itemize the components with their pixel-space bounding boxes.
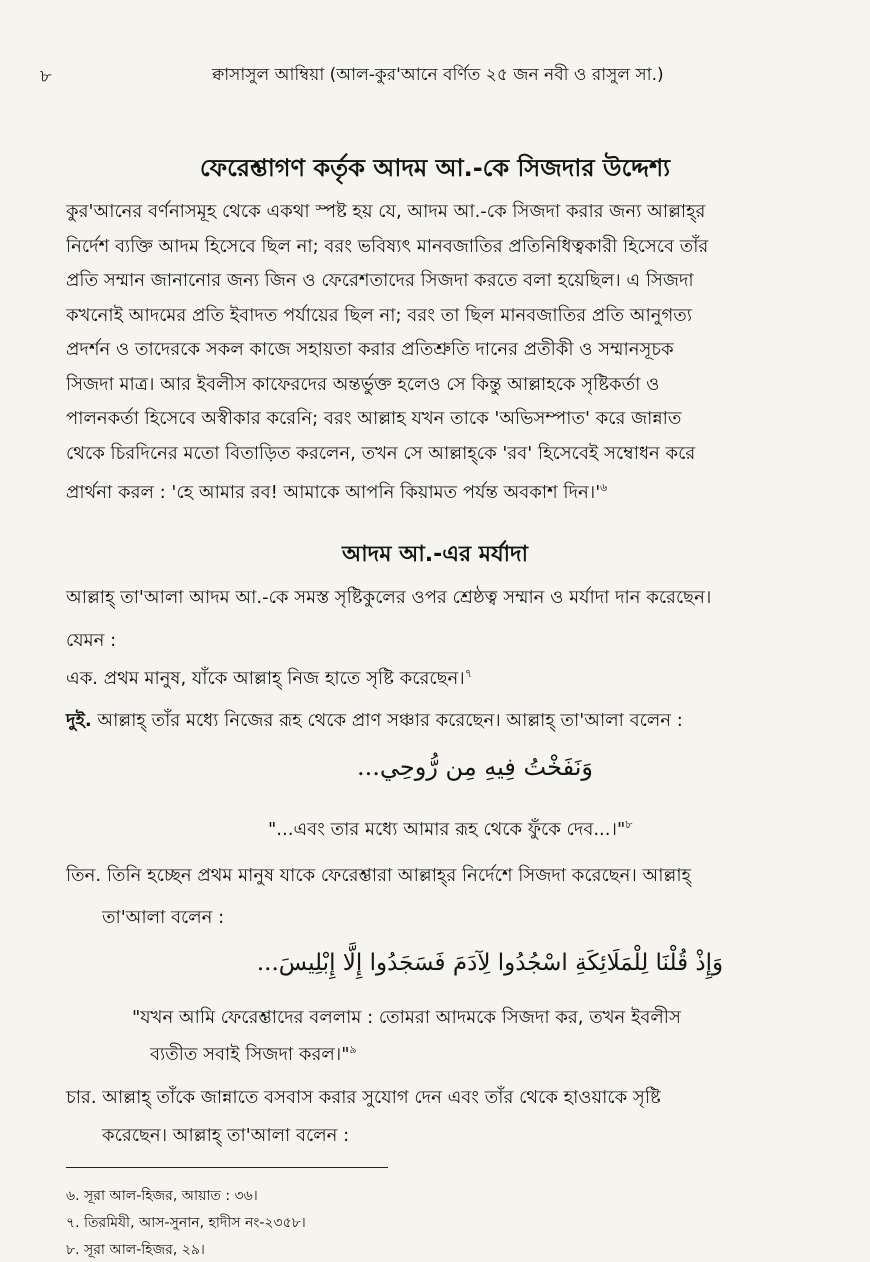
page-number: ৮ [40,66,52,87]
point-label: এক. [66,668,99,689]
point-text: আল্লাহ্ তাঁর মধ্যে নিজের রূহ থেকে প্রাণ সঞ্চার করেছেন। আল্লাহ্ তা'আলা বলেন : [97,710,683,731]
arabic-verse-one: وَنَفَخْتُ فِيهِ مِن رُّوحِي... [357,753,593,781]
paragraph-line: কখনোই আদমের প্রতি ইবাদত পর্যায়ের ছিল না; বরং তা ছিল মানবজাতির প্রতি আনুগত্য [66,304,692,326]
point-text: প্রথম মানুষ, যাঁকে আল্লাহ্ নিজ হাতে সৃষ্টি করেছেন। [103,668,465,689]
paragraph-sijda-purpose [66,195,846,511]
page-header [40,56,840,90]
footnote-ref-9: ৯ [349,1043,357,1056]
footnote-8: ৮. সূরা আল-হিজর, ২৯। [66,1242,205,1258]
point-four [66,1083,661,1114]
point-label: চার. [66,1087,97,1108]
point-label: তিন. [66,865,102,886]
footnote-divider [66,1167,388,1168]
paragraph-line-text: প্রার্থনা করল : 'হে আমার রব! আমাকে আপনি কিয়ামত পর্যন্ত অবকাশ দিন।' [66,482,601,503]
translation-text: ব্যতীত সবাই সিজদা করল।" [150,1044,350,1065]
dignity-intro: আল্লাহ্ তা'আলা আদম আ.-কে সমস্ত সৃষ্টিকুলের ওপর শ্রেষ্ঠত্ব সম্মান ও মর্যাদা দান করেছেন। [66,587,712,608]
section-heading-adam-dignity: আদম আ.-এর মর্যাদা [342,542,528,567]
translation-text: "...এবং তার মধ্যে আমার রূহ থেকে ফুঁকে দেব...।" [268,819,626,840]
point-text: আল্লাহ্ তাঁকে জান্নাতে বসবাস করার সুযোগ দেন এবং তাঁর থেকে হাওয়াকে সৃষ্টি [102,1087,661,1108]
paragraph-line: থেকে চিরদিনের মতো বিতাড়িত করলেন, তখন সে আল্লাহ্‌কে 'রব' হিসেবেই সম্বোধন করে [66,442,696,464]
paragraph-line: প্রতি সম্মান জানানোর জন্য জিন ও ফেরেশতাদের সিজদা করতে বলা হয়েছিল। এ সিজদা [66,270,694,291]
footnote-6: ৬. সূরা আল-হিজর, আয়াত : ৩৬। [66,1188,258,1204]
point-three [66,861,691,892]
example-label: যেমন : [66,630,117,651]
arabic-verse-two: وَإِذْ قُلْنَا لِلْمَلَائِكَةِ اسْجُدُوا لِآدَمَ فَسَجَدُوا إِلَّا إِبْلِيسَ... [256,950,724,976]
translation-two-line-one: "যখন আমি ফেরেশ্তাদের বললাম : তোমরা আদমকে সিজদা কর, তখন ইবলীস [132,1007,681,1028]
translation-one [268,815,632,846]
paragraph-line: কুর'আনের বর্ণনাসমূহ থেকে একথা স্পষ্ট হয় যে, আদম আ.-কে সিজদা করার জন্য আল্লাহ্‌র [66,201,706,222]
paragraph-line: পালনকর্তা হিসেবে অস্বীকার করেনি; বরং আল্লাহ যখন তাকে 'অভিসম্পাত' করে জান্নাত [66,408,682,429]
paragraph-line: সিজদা মাত্র। আর ইবলীস কাফেরদের অন্তর্ভুক্ত হলেও সে কিন্তু আল্লাহকে সৃষ্টিকর্তা ও [66,373,660,395]
point-text: তিনি হচ্ছেন প্রথম মানুষ যাকে ফেরেশ্তারা আল্লাহ্‌র নির্দেশে সিজদা করেছেন। আল্লাহ্ [106,865,691,886]
footnote-ref-8: ৮ [625,818,633,831]
point-label: দুই. [66,710,92,731]
section-heading-sijda-purpose: ফেরেশ্তাগণ কর্তৃক আদম আ.-কে সিজদার উদ্দেশ্য [199,154,671,182]
footnote-7: ৭. তিরমিযী, আস-সুনান, হাদীস নং-২৩৫৮। [66,1215,306,1231]
paragraph-line: প্রদর্শন ও তাদেরকে সকল কাজে সহায়তা করার প্রতিশ্রুতি দানের প্রতীকী ও সম্মানসূচক [66,339,674,360]
footnote-ref-6: ৬ [600,481,608,494]
point-four-continued: করেছেন। আল্লাহ্ তা'আলা বলেন : [102,1125,350,1146]
paragraph-line-last [66,471,846,511]
point-one [66,664,472,695]
paragraph-line: নির্দেশ ব্যক্তি আদম হিসেবে ছিল না; বরং ভবিষ্যৎ মানবজাতির প্রতিনিধিত্বকারী হিসেবে তাঁর [66,235,709,257]
point-two [66,706,683,737]
translation-two-line-two [150,1040,357,1071]
running-title: ক্বাসাসুল আম্বিয়া (আল-কুর'আনে বর্ণিত ২৫ জন নবী ও রাসুল সা.) [212,65,664,85]
point-three-continued: তা'আলা বলেন : [102,907,225,928]
footnote-ref-7: ৭ [464,667,472,680]
